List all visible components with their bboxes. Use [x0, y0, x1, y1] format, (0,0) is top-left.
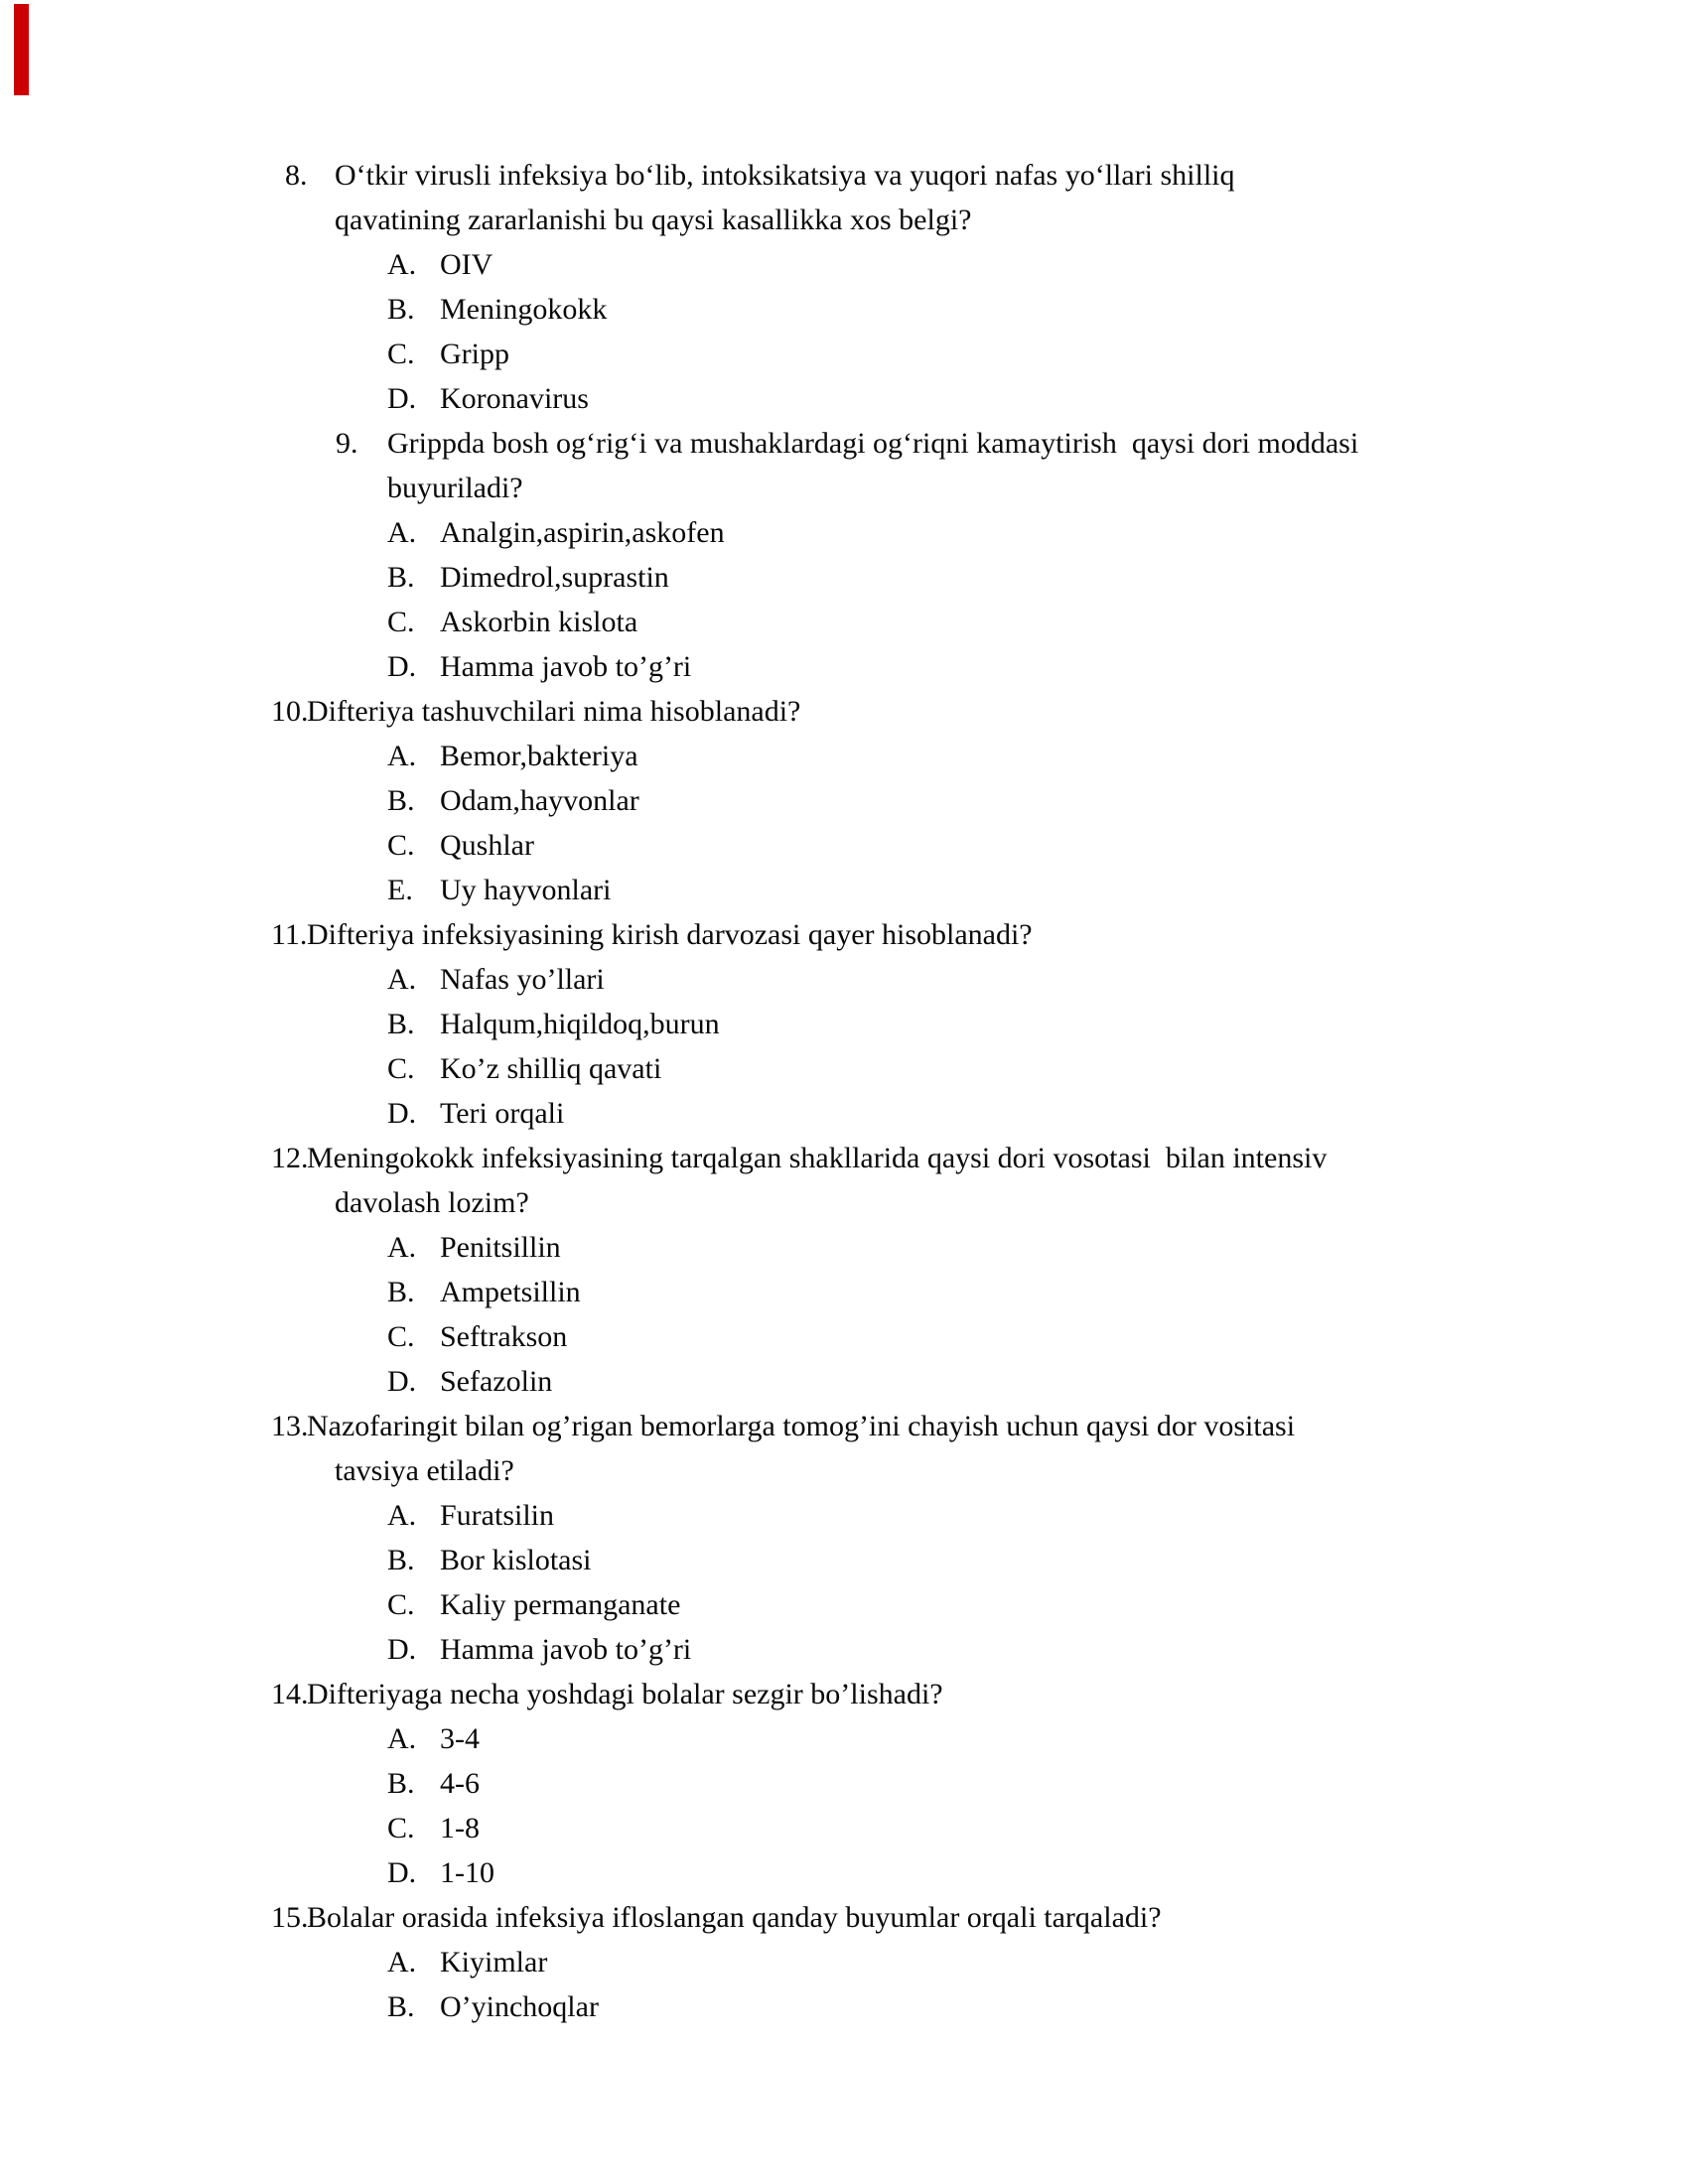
- question-text: qavatining zararlanishi bu qaysi kasallikka xos belgi?: [335, 204, 972, 236]
- question-text: Bolalar orasida infeksiya ifloslangan qanday buyumlar orqali tarqaladi?: [307, 1901, 1162, 1934]
- option-line: [0, 734, 1688, 778]
- option-line: [0, 1091, 1688, 1136]
- option-text: Uy hayvonlari: [440, 874, 612, 906]
- question-text: Meningokokk infeksiyasining tarqalgan shakllarida qaysi dori vosotasi bilan intensiv: [307, 1142, 1328, 1174]
- option-text: Seftrakson: [440, 1320, 568, 1353]
- option-letter: C.: [387, 829, 415, 862]
- question-text: O‘tkir virusli infeksiya bo‘lib, intoksikatsiya va yuqori nafas yo‘llari shilliq: [335, 159, 1235, 192]
- option-text: 1-10: [440, 1856, 494, 1889]
- option-line: [0, 1582, 1688, 1627]
- option-letter: A.: [387, 1946, 417, 1979]
- option-line: [0, 1984, 1688, 2029]
- option-letter: D.: [387, 1633, 417, 1666]
- question-text: Difteriyaga necha yoshdagi bolalar sezgir bo’lishadi?: [307, 1678, 943, 1710]
- option-text: Ko’z shilliq qavati: [440, 1052, 662, 1085]
- option-line: [0, 555, 1688, 600]
- option-text: Bemor,bakteriya: [440, 740, 638, 772]
- option-letter: C.: [387, 1588, 415, 1621]
- document-page: [0, 153, 1688, 2029]
- question-number: 14.: [271, 1678, 309, 1710]
- option-line: [0, 868, 1688, 912]
- option-text: Penitsillin: [440, 1231, 561, 1264]
- option-line: [0, 1940, 1688, 1984]
- option-line: [0, 1806, 1688, 1850]
- option-letter: B.: [387, 1990, 415, 2023]
- option-line: [0, 823, 1688, 868]
- option-text: Gripp: [440, 338, 509, 370]
- question-wrap-line: [0, 1180, 1688, 1225]
- question-wrap-line: [0, 198, 1688, 242]
- option-letter: A.: [387, 1722, 417, 1755]
- option-letter: B.: [387, 1008, 415, 1040]
- option-line: [0, 1046, 1688, 1091]
- option-line: [0, 332, 1688, 376]
- option-line: [0, 644, 1688, 689]
- option-text: 4-6: [440, 1767, 480, 1800]
- option-letter: B.: [387, 1276, 415, 1308]
- option-line: [0, 1002, 1688, 1046]
- question-first-line: [0, 421, 1688, 466]
- option-letter: D.: [387, 382, 417, 415]
- option-letter: A.: [387, 516, 417, 549]
- option-text: Sefazolin: [440, 1365, 553, 1398]
- option-letter: A.: [387, 963, 417, 996]
- option-letter: E.: [387, 874, 413, 906]
- question-number: 8.: [285, 159, 308, 192]
- option-line: [0, 287, 1688, 332]
- option-letter: D.: [387, 1365, 417, 1398]
- question-first-line: [0, 1895, 1688, 1940]
- option-text: OIV: [440, 248, 493, 281]
- option-letter: C.: [387, 606, 415, 638]
- question-text: tavsiya etiladi?: [335, 1454, 514, 1487]
- option-text: Hamma javob to’g’ri: [440, 650, 692, 683]
- option-line: [0, 778, 1688, 823]
- option-letter: A.: [387, 1499, 417, 1532]
- question-text: davolash lozim?: [335, 1186, 529, 1219]
- option-text: Kiyimlar: [440, 1946, 548, 1979]
- option-letter: D.: [387, 1856, 417, 1889]
- question-first-line: [0, 1136, 1688, 1180]
- option-line: [0, 1850, 1688, 1895]
- option-text: 1-8: [440, 1812, 480, 1844]
- option-letter: C.: [387, 1052, 415, 1085]
- option-letter: C.: [387, 1812, 415, 1844]
- option-letter: C.: [387, 1320, 415, 1353]
- option-line: [0, 242, 1688, 287]
- option-text: O’yinchoqlar: [440, 1990, 599, 2023]
- option-line: [0, 957, 1688, 1002]
- option-letter: D.: [387, 1097, 417, 1130]
- option-letter: C.: [387, 338, 415, 370]
- option-letter: A.: [387, 1231, 417, 1264]
- option-line: [0, 1627, 1688, 1672]
- option-line: [0, 510, 1688, 555]
- option-text: Bor kislotasi: [440, 1544, 592, 1576]
- question-number: 12.: [271, 1142, 309, 1174]
- question-number: 9.: [336, 427, 358, 460]
- option-line: [0, 1270, 1688, 1314]
- option-text: Dimedrol,suprastin: [440, 561, 669, 594]
- question-text: Difteriya infeksiyasining kirish darvozasi qayer hisoblanadi?: [307, 918, 1033, 951]
- option-line: [0, 1359, 1688, 1404]
- question-number: 15.: [271, 1901, 309, 1934]
- option-letter: B.: [387, 1544, 415, 1576]
- option-letter: B.: [387, 293, 415, 326]
- option-letter: A.: [387, 248, 417, 281]
- option-text: Ampetsillin: [440, 1276, 581, 1308]
- option-text: Teri orqali: [440, 1097, 565, 1130]
- red-annotation-bar: [14, 4, 29, 95]
- option-text: Halqum,hiqildoq,burun: [440, 1008, 720, 1040]
- option-letter: B.: [387, 1767, 415, 1800]
- option-text: Kaliy permanganate: [440, 1588, 681, 1621]
- option-text: Nafas yo’llari: [440, 963, 605, 996]
- question-wrap-line: [0, 466, 1688, 510]
- question-number: 11.: [271, 918, 308, 951]
- option-text: Meningokokk: [440, 293, 608, 326]
- question-first-line: [0, 1672, 1688, 1716]
- question-text: Difteriya tashuvchilari nima hisoblanadi?: [307, 695, 801, 728]
- question-number: 10.: [271, 695, 309, 728]
- option-line: [0, 1538, 1688, 1582]
- question-list: [0, 153, 1688, 2029]
- option-line: [0, 600, 1688, 644]
- option-line: [0, 1225, 1688, 1270]
- option-text: Koronavirus: [440, 382, 589, 415]
- question-first-line: [0, 912, 1688, 957]
- option-line: [0, 1314, 1688, 1359]
- option-line: [0, 1493, 1688, 1538]
- option-line: [0, 1761, 1688, 1806]
- question-wrap-line: [0, 1448, 1688, 1493]
- option-letter: B.: [387, 784, 415, 817]
- option-text: Askorbin kislota: [440, 606, 638, 638]
- option-letter: A.: [387, 740, 417, 772]
- question-first-line: [0, 689, 1688, 734]
- question-text: buyuriladi?: [387, 472, 523, 504]
- option-text: Analgin,aspirin,askofen: [440, 516, 725, 549]
- question-first-line: [0, 1404, 1688, 1448]
- option-line: [0, 1716, 1688, 1761]
- option-text: 3-4: [440, 1722, 480, 1755]
- question-text: Grippda bosh og‘rig‘i va mushaklardagi og‘riqni kamaytirish qaysi dori moddasi: [387, 427, 1359, 460]
- question-number: 13.: [271, 1410, 309, 1442]
- option-text: Odam,hayvonlar: [440, 784, 639, 817]
- option-text: Furatsilin: [440, 1499, 555, 1532]
- question-text: Nazofaringit bilan og’rigan bemorlarga tomog’ini chayish uchun qaysi dor vositasi: [307, 1410, 1296, 1442]
- option-text: Qushlar: [440, 829, 534, 862]
- option-letter: D.: [387, 650, 417, 683]
- question-first-line: [0, 153, 1688, 198]
- option-letter: B.: [387, 561, 415, 594]
- option-text: Hamma javob to’g’ri: [440, 1633, 692, 1666]
- option-line: [0, 376, 1688, 421]
